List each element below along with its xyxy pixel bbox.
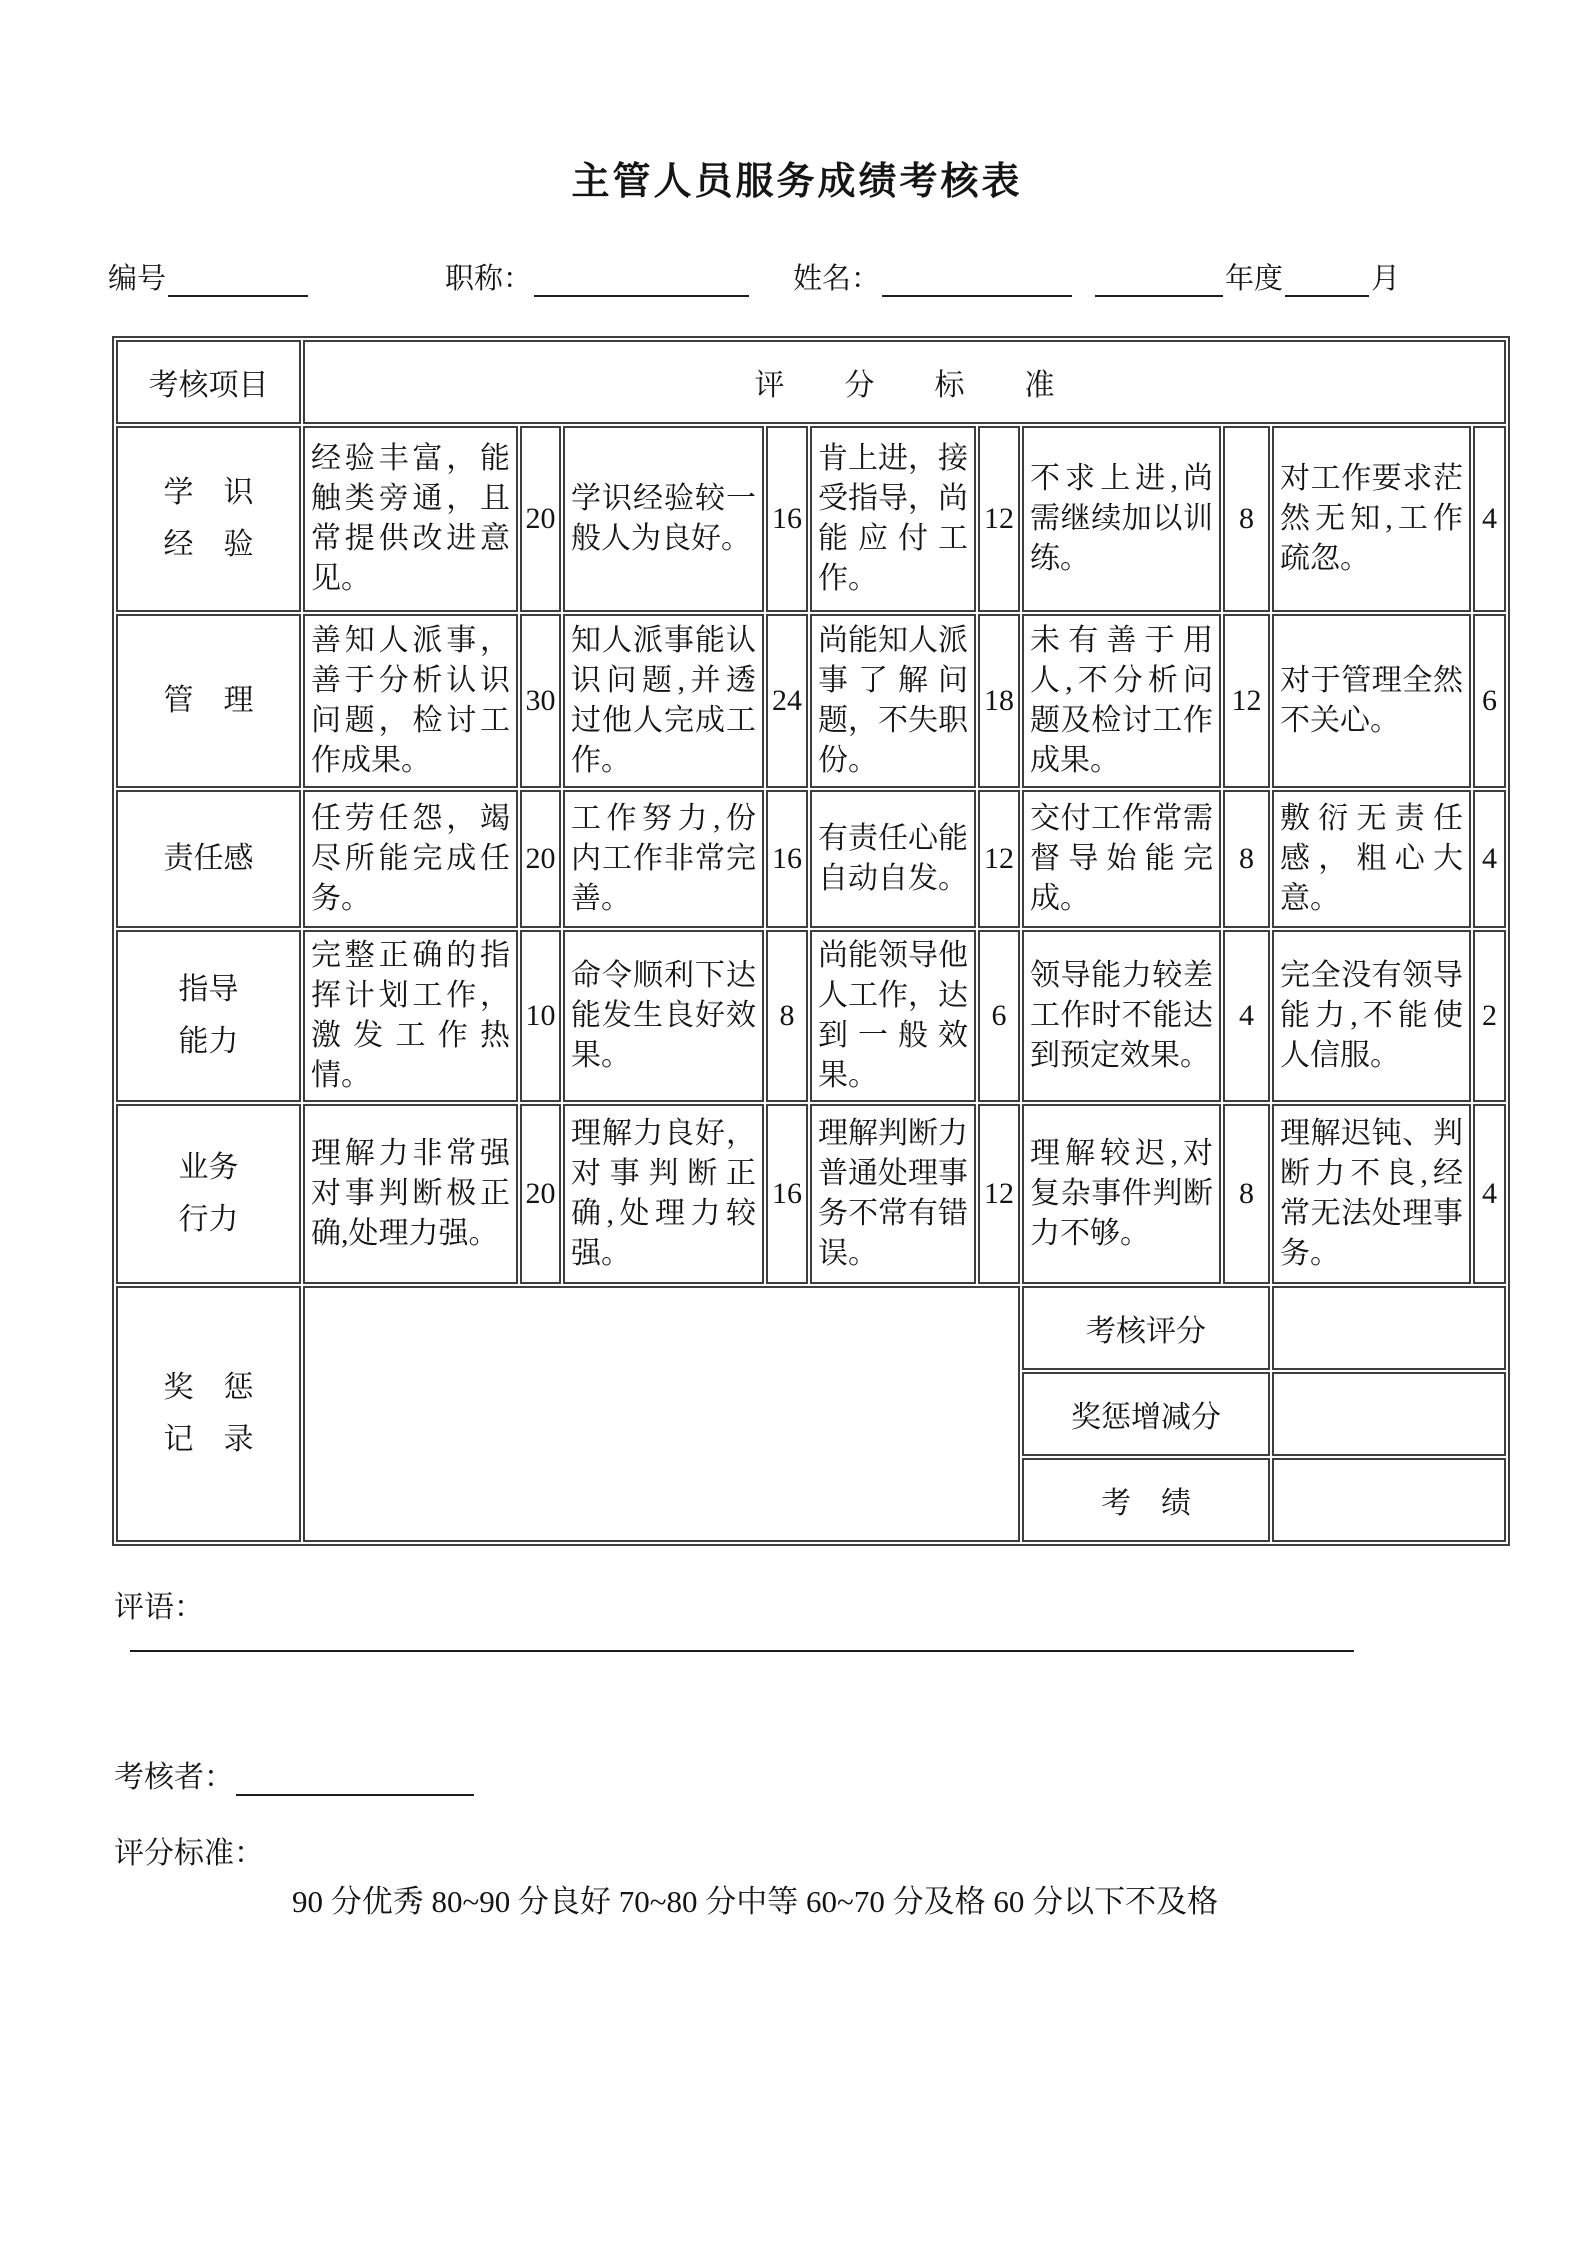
comments-blank-line xyxy=(130,1650,1354,1652)
table-header-row xyxy=(116,340,1506,424)
score-cell: 4 xyxy=(1473,1104,1506,1284)
score-cell: 18 xyxy=(978,614,1020,788)
category-cell xyxy=(116,614,301,788)
name-field xyxy=(793,256,1074,297)
score-cell: 6 xyxy=(978,930,1020,1102)
reward-adjustment-label: 奖惩增减分 xyxy=(1022,1372,1270,1456)
job-title-field xyxy=(445,256,751,297)
score-cell: 8 xyxy=(1223,426,1270,612)
table-row-leadership xyxy=(116,930,1506,1102)
header-category-cell: 考核项目 xyxy=(116,340,301,424)
year-month-field xyxy=(1093,256,1400,297)
criteria-cell: 任劳任怨，竭尽所能完成任务。 xyxy=(303,790,518,928)
criteria-cell: 不求上进,尚需继续加以训练。 xyxy=(1022,426,1221,612)
category-line: 责任感 xyxy=(163,842,254,875)
table-row-responsibility xyxy=(116,790,1506,928)
criteria-cell: 学识经验较一般人为良好。 xyxy=(563,426,764,612)
evaluation-table xyxy=(112,336,1510,1546)
criteria-cell: 知人派事能认识问题,并透过他人完成工作。 xyxy=(563,614,764,788)
score-cell: 8 xyxy=(1223,790,1270,928)
score-cell: 12 xyxy=(978,426,1020,612)
header-criteria-cell: 评 分 标 准 xyxy=(303,340,1506,424)
criteria-cell: 对工作要求茫然无知,工作疏忽。 xyxy=(1272,426,1471,612)
score-cell: 12 xyxy=(978,790,1020,928)
score-cell: 4 xyxy=(1223,930,1270,1102)
score-cell: 16 xyxy=(766,426,808,612)
category-cell xyxy=(116,426,301,612)
score-cell: 30 xyxy=(520,614,561,788)
year-label: 年度 xyxy=(1225,263,1284,295)
score-cell: 4 xyxy=(1473,426,1506,612)
criteria-cell: 完全没有领导能力,不能使人信服。 xyxy=(1272,930,1471,1102)
category-line: 奖 惩 xyxy=(163,1371,254,1404)
category-cell xyxy=(116,930,301,1102)
criteria-cell: 经验丰富，能触类旁通，且常提供改进意见。 xyxy=(303,426,518,612)
number-blank-line xyxy=(168,263,308,297)
category-line: 经 验 xyxy=(163,528,254,561)
year-blank-line xyxy=(1095,263,1223,297)
category-line: 管 理 xyxy=(163,684,254,717)
assessment-score-label: 考核评分 xyxy=(1022,1286,1270,1370)
number-label: 编号 xyxy=(108,263,167,295)
criteria-cell: 敷衍无责任感，粗心大意。 xyxy=(1272,790,1471,928)
category-line: 指导 xyxy=(178,973,239,1006)
rewards-record-cell xyxy=(303,1286,1020,1542)
job-title-label: 职称： xyxy=(445,263,533,295)
table-footer-row xyxy=(116,1286,1506,1370)
category-cell-rewards xyxy=(116,1286,301,1542)
category-line: 业务 xyxy=(178,1151,239,1184)
score-cell: 4 xyxy=(1473,790,1506,928)
category-cell xyxy=(116,1104,301,1284)
criteria-cell: 对于管理全然不关心。 xyxy=(1272,614,1471,788)
criteria-cell: 交付工作常需督导始能完成。 xyxy=(1022,790,1221,928)
criteria-cell: 完整正确的指挥计划工作，激发工作热情。 xyxy=(303,930,518,1102)
criteria-cell: 有责任心能自动自发。 xyxy=(810,790,976,928)
score-cell: 20 xyxy=(520,426,561,612)
assessor-blank-line xyxy=(236,1762,474,1796)
criteria-cell: 肯上进，接受指导，尚能应付工作。 xyxy=(810,426,976,612)
criteria-cell: 尚能领导他人工作，达到一般效果。 xyxy=(810,930,976,1102)
criteria-cell: 理解判断力普通处理事务不常有错误。 xyxy=(810,1104,976,1284)
criteria-cell: 领导能力较差工作时不能达到预定效果。 xyxy=(1022,930,1221,1102)
category-line: 行力 xyxy=(178,1203,239,1236)
month-blank-line xyxy=(1285,263,1369,297)
number-field xyxy=(108,256,310,297)
grading-standard-label: 评分标准： xyxy=(114,1837,264,1870)
score-cell: 8 xyxy=(766,930,808,1102)
reward-adjustment-value-cell xyxy=(1272,1372,1506,1456)
score-cell: 24 xyxy=(766,614,808,788)
criteria-cell: 未有善于用人,不分析问题及检讨工作成果。 xyxy=(1022,614,1221,788)
criteria-cell: 工作努力,份内工作非常完善。 xyxy=(563,790,764,928)
page-title: 主管人员服务成绩考核表 xyxy=(571,161,1023,203)
criteria-cell: 理解迟钝、判断力不良,经常无法处理事务。 xyxy=(1272,1104,1471,1284)
category-line: 能力 xyxy=(178,1025,239,1058)
category-line: 学 识 xyxy=(163,476,254,509)
comments-label: 评语： xyxy=(114,1591,204,1624)
assessor-label: 考核者： xyxy=(114,1761,234,1794)
assessor-field xyxy=(114,1752,476,1796)
criteria-cell: 理解力良好，对事判断正确,处理力较强。 xyxy=(563,1104,764,1284)
score-cell: 8 xyxy=(1223,1104,1270,1284)
assessment-score-value-cell xyxy=(1272,1286,1506,1370)
score-cell: 2 xyxy=(1473,930,1506,1102)
name-label: 姓名： xyxy=(793,263,881,295)
table-row-business xyxy=(116,1104,1506,1284)
score-cell: 12 xyxy=(1223,614,1270,788)
table-row-knowledge xyxy=(116,426,1506,612)
criteria-cell: 命令顺利下达能发生良好效果。 xyxy=(563,930,764,1102)
score-cell: 6 xyxy=(1473,614,1506,788)
table-row-management xyxy=(116,614,1506,788)
criteria-cell: 理解力非常强对事判断极正确,处理力强。 xyxy=(303,1104,518,1284)
score-cell: 16 xyxy=(766,790,808,928)
criteria-cell: 尚能知人派事了解问题，不失职份。 xyxy=(810,614,976,788)
final-grade-value-cell xyxy=(1272,1458,1506,1542)
name-blank-line xyxy=(882,263,1072,297)
category-line: 记 录 xyxy=(163,1423,254,1456)
score-cell: 12 xyxy=(978,1104,1020,1284)
final-grade-label: 考 绩 xyxy=(1022,1458,1270,1542)
category-cell xyxy=(116,790,301,928)
score-cell: 10 xyxy=(520,930,561,1102)
score-cell: 20 xyxy=(520,1104,561,1284)
criteria-cell: 理解较迟,对复杂事件判断力不够。 xyxy=(1022,1104,1221,1284)
score-cell: 16 xyxy=(766,1104,808,1284)
criteria-cell: 善知人派事，善于分析认识问题，检讨工作成果。 xyxy=(303,614,518,788)
grading-scale-text: 90 分优秀 80~90 分良好 70~80 分中等 60~70 分及格 60 分以下不及格 xyxy=(292,1884,1219,1919)
score-cell: 20 xyxy=(520,790,561,928)
month-label: 月 xyxy=(1371,263,1401,295)
form-header-line xyxy=(0,256,1587,302)
job-title-blank-line xyxy=(534,263,749,297)
